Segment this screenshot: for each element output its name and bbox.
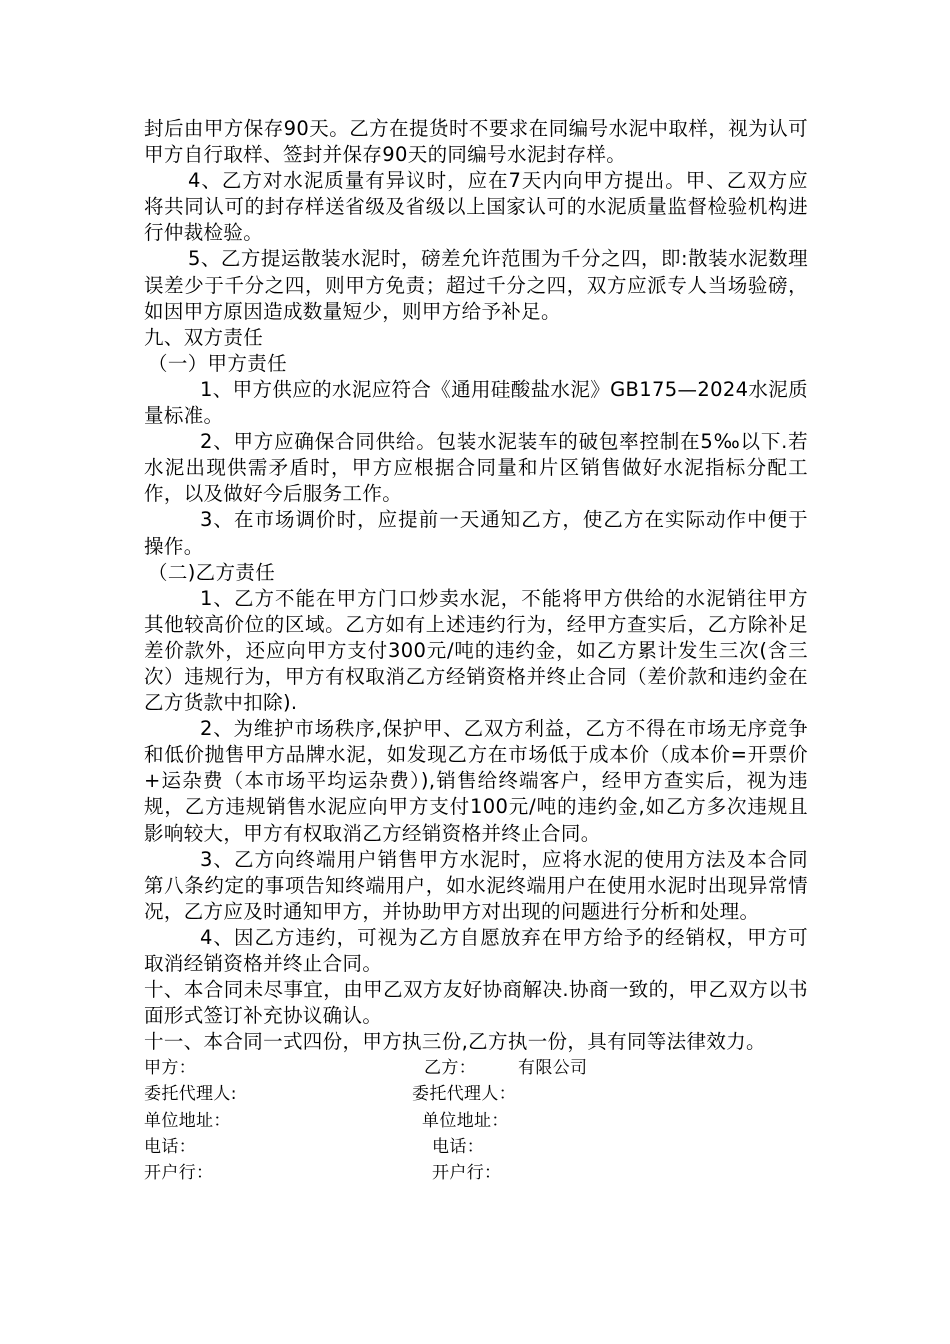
party-a-item-2: 2、甲方应确保合同供给。包装水泥装车的破包率控制在5‰以下.若水泥出现供需矛盾时，甲方应根据合同量和片区销售做好水泥指标分配工作，以及做好今后服务工作。 [144, 430, 808, 506]
party-a-bank-label: 开户行： [144, 1162, 214, 1183]
party-b-bank-label: 开户行： [432, 1162, 502, 1183]
section-10: 十、本合同未尽事宜，由甲乙双方友好协商解决.协商一致的，甲乙双方以书面形式签订补充协议确认。 [144, 978, 808, 1028]
party-b-item-4: 4、因乙方违约，可视为乙方自愿放弃在甲方给予的经销权，甲方可取消经销资格并终止合同。 [144, 925, 808, 975]
signature-row-bank [144, 1160, 808, 1186]
party-b-company: 有限公司 [518, 1058, 588, 1079]
party-b-address-label: 单位地址： [422, 1110, 509, 1131]
party-a-item-1: 1、甲方供应的水泥应符合《通用硅酸盐水泥》GB175—2024水泥质量标准。 [144, 377, 808, 428]
party-b-label: 乙方： [424, 1058, 477, 1079]
party-b-item-1: 1、乙方不能在甲方门口炒卖水泥，不能将甲方供给的水泥销往甲方其他较高价位的区域。乙方如有上述违约行为，经甲方查实后，乙方除补足差价款外，还应向甲方支付300元/吨的违约金，如乙方累计发生三次(含三次）违规行为，甲方有权取消乙方经销资格并终止合同（差价款和违约金在乙方货款中扣除). [144, 586, 808, 715]
party-b-item-2: 2、为维护市场秩序,保护甲、乙双方利益，乙方不得在市场无序竞争和低价抛售甲方品牌水泥，如发现乙方在市场低于成本价（成本价=开票价+运杂费（本市场平均运杂费）),销售给终端客户，经甲方查实后，视为违规，乙方违规销售水泥应向甲方支付100元/吨的违约金,如乙方多次违规且影响较大，甲方有权取消乙方经销资格并终止合同。 [144, 717, 808, 845]
party-b-item-3: 3、乙方向终端用户销售甲方水泥时，应将水泥的使用方法及本合同第八条约定的事项告知终端用户，如水泥终端用户在使用水泥时出现异常情况，乙方应及时通知甲方，并协助甲方对出现的问题进行分析和处理。 [144, 847, 808, 923]
paragraph-weighing-tolerance: 5、乙方提运散装水泥时，磅差允许范围为千分之四，即:散装水泥数理误差少于千分之四，则甲方免责；超过千分之四，双方应派专人当场验磅，如因甲方原因造成数量短少，则甲方给予补足。 [144, 247, 808, 323]
party-a-responsibility-title: （一）甲方责任 [148, 351, 287, 375]
section-9-title: 九、双方责任 [144, 325, 264, 349]
signature-row-address [144, 1108, 808, 1134]
party-a-address-label: 单位地址： [144, 1110, 231, 1131]
party-b-responsibility-title: （二)乙方责任 [148, 560, 276, 584]
contract-page [144, 116, 808, 1186]
signature-row-agent [144, 1081, 808, 1107]
party-a-item-3: 3、在市场调价时，应提前一天通知乙方，使乙方在实际动作中便于操作。 [144, 508, 808, 558]
signature-row-phone [144, 1134, 808, 1160]
signature-row-party [144, 1055, 808, 1081]
paragraph-seal-storage: 封后由甲方保存90天。乙方在提货时不要求在同编号水泥中取样，视为认可甲方自行取样、签封并保存90天的同编号水泥封存样。 [144, 117, 808, 167]
paragraph-quality-dispute: 4、乙方对水泥质量有异议时，应在7天内向甲方提出。甲、乙双方应将共同认可的封存样送省级及省级以上国家认可的水泥质量监督检验机构进行仲裁检验。 [144, 169, 808, 245]
party-a-phone-label: 电话： [144, 1136, 197, 1157]
section-11: 十一、本合同一式四份，甲方执三份,乙方执一份，具有同等法律效力。 [144, 1030, 766, 1054]
party-b-phone-label: 电话： [432, 1136, 485, 1157]
party-a-agent-label: 委托代理人: [144, 1084, 237, 1105]
party-b-agent-label: 委托代理人： [412, 1084, 517, 1105]
party-a-label: 甲方： [144, 1058, 197, 1079]
